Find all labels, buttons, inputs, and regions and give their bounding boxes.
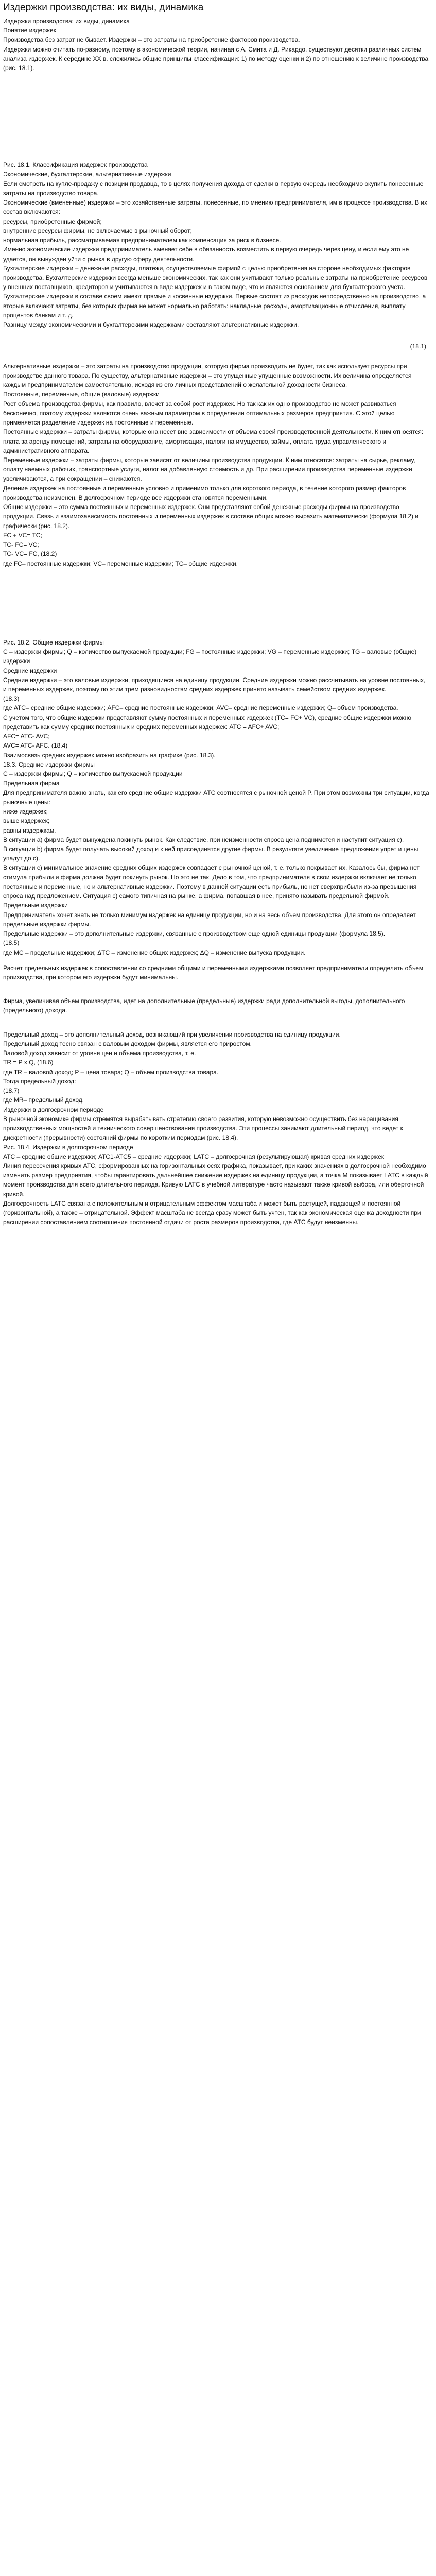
- paragraph: AVC= ATC- AFC. (18.4): [3, 742, 68, 750]
- page-title: Издержки производства: их виды, динамика: [3, 2, 204, 13]
- paragraph: TR = P x Q, (18.6): [3, 1059, 54, 1066]
- figure-space: [3, 1015, 430, 1030]
- paragraph: Валовой доход зависит от уровня цен и объема производства, т. е.: [3, 1049, 196, 1057]
- paragraph: Средние издержки: [3, 667, 57, 674]
- paragraph: В ситуации с) минимальное значение средних общих издержек совпадает с рыночной ценой, т. е. только покрывает их. Казалось бы, фирма нет стимула прибыли и фирма должна будет покинуть рынок. Но это не так. Дело в том, что предпринимателя в свои издержки включает не только постоянные и переменные, но и альтернативные издержки. Поэтому в данной ситуации есть прибыль, но нет сверхприбыли из-за превышения спроса над предложением. Ситуация с) самого типичная на рынке, а фирма, попавшая в нее, принято называть предельной фирмой.: [3, 864, 420, 900]
- paragraph: Переменные издержки – затраты фирмы, которые зависят от величины производства продукции. К ним относятся: затраты на сырье, рекламу, оплату наемных рабочих, транспортные услуги, налог на добавленную стоимость и др. При расширении производства переменные издержки увеличиваются, а при сокращении – снижаются.: [3, 456, 415, 483]
- paragraph: C – издержки фирмы; Q – количество выпускаемой продукции: [3, 770, 183, 778]
- figure-space: [3, 329, 430, 342]
- figure-space: [3, 982, 430, 996]
- paragraph: Экономические (вмененные) издержки – это хозяйственные затраты, понесенные, по мнению предпринимателя, им в процессе производства. В их состав включаются:: [3, 199, 428, 216]
- figure-space: [3, 73, 430, 160]
- paragraph: ниже издержек;: [3, 808, 48, 816]
- paragraph: Средние издержки – это валовые издержки, приходящиеся на единицу продукции. Средние издержки можно рассчитывать на уровне постоянных, и переменных издержек, поэтому по этим трем разновидностям средних издержек принято называть семейством средних издержек.: [3, 676, 426, 693]
- paragraph: Постоянные издержки – затраты фирмы, которые она несет вне зависимости от объема своей производственной деятельности. К ним относятся: плата за аренду помещений, затраты на оборудование, амортизация, налоги на имущество, займы, оплата труда управленческого и административного аппарата.: [3, 428, 424, 454]
- paragraph: Издержки в долгосрочном периоде: [3, 1106, 104, 1113]
- paragraph: Бухгалтерские издержки – денежные расходы, платежи, осуществляемые фирмой с целью приобретения на стороне необходимых факторов производства. Бухгалтерские издержки всегда меньше экономических, так как они учитывают только реальные затраты на приобретение ресурсов у внешних поставщиков, кредиторов и учитываются в виде издержек и в таком виде, что и являются основанием для бухгалтерского учета.: [3, 264, 428, 291]
- paragraph: В рыночной экономике фирмы стремятся вырабатывать стратегию своего развития, которую невозможно осуществить без наращивания производственных мощностей и технического совершенствования производства. Эти процессы занимают длительный период, что ведет к дискретности (прерывности) состояний фирмы по коротким периодам (рис. 18.4).: [3, 1115, 403, 1142]
- paragraph: ресурсы, приобретенные фирмой;: [3, 217, 102, 225]
- document-body: [3, 0, 430, 1227]
- figure-space: [3, 351, 430, 362]
- paragraph: С учетом того, что общие издержки представляют сумму постоянных и переменных издержек (ТС= FC+ VC), средние общие издержки можно представить как сумму средних постоянных и средних переменных издержек: ATC = AFC+ AVC;: [3, 714, 412, 731]
- paragraph: Предельный доход тесно связан с валовым доходом фирмы, является его приростом.: [3, 1040, 252, 1047]
- paragraph: Общие издержки – это сумма постоянных и переменных издержек. Они представляют собой денежные расходы фирмы на производство продукции. Связь и взаимозависимость постоянных и переменных издержек в составе общих можно выразить математически (формула 18.2) и графически (рис. 18.2).: [3, 503, 419, 530]
- paragraph: Линия пересечения кривых ATC, сформированных на горизонтальных осях графика, показывает, при каких значениях в долгосрочной необходимо изменить размер предприятия, чтобы гарантировать дальнейшее снижение издержек на единицу продукции, а точка М показывает LATC в каждый момент производства для всего длительного периода. Кривую LATC в учебной литературе часто называют также кривой выбора, или оберточной кривой.: [3, 1162, 428, 1198]
- paragraph: выше издержек;: [3, 817, 50, 825]
- paragraph: равны издержкам.: [3, 826, 56, 834]
- figure-space: [3, 957, 430, 963]
- paragraph: Рис. 18.2. Общие издержки фирмы: [3, 638, 104, 646]
- paragraph: В ситуации а) фирма будет вынуждена покинуть рынок. Как следствие, при неизменности спроса цена поднимется и наступит ситуация с).: [3, 836, 404, 843]
- paragraph: Предельный доход – это дополнительный доход, возникающий при увеличении производства на единицу продукции.: [3, 1030, 341, 1038]
- paragraph: (18.1): [410, 343, 426, 350]
- paragraph: Экономические, бухгалтерские, альтернативные издержки: [3, 171, 171, 178]
- paragraph: Бухгалтерские издержки в составе своем имеют прямые и косвенные издержки. Первые состоят из расходов непосредственно на производство, а вторые включают затраты, без которых фирма не может нормально работать: накладные расходы, амортизационные отчисления, выплату процентов банкам и т. д.: [3, 293, 426, 319]
- paragraph: Именно экономические издержки предприниматель вменяет себе в обязанность возместить в первую очередь через цену, и если ему это не удается, он вынужден уйти с рынка в другую сферу деятельности.: [3, 246, 409, 263]
- paragraph: Предельные издержки: [3, 902, 68, 909]
- paragraph: Рис. 18.1. Классификация издержек производства: [3, 161, 148, 169]
- paragraph: внутренние ресурсы фирмы, не включаемые в рыночный оборот;: [3, 227, 192, 234]
- paragraph: Предельная фирма: [3, 779, 60, 787]
- paragraph: C – издержки фирмы; Q – количество выпускаемой продукции; FG – постоянные издержки; VG – переменные издержки; TG – валовые (общие) издержки: [3, 648, 417, 665]
- paragraph: Для предпринимателя важно знать, как его средние общие издержки ATC соотносятся с рыночной ценой Р. При этом возможны три ситуации, когда рыночные цены:: [3, 789, 429, 806]
- paragraph: Рис. 18.4. Издержки в долгосрочном периоде: [3, 1143, 133, 1151]
- paragraph: TC- FC= VC;: [3, 541, 39, 549]
- paragraph: AFC= ATC- AVC;: [3, 733, 50, 740]
- paragraph: Фирма, увеличивая объем производства, идет на дополнительные (предельные) издержки ради дополнительной выгоды, дополнительного (предельного) дохода.: [3, 997, 405, 1014]
- paragraph: Расчет предельных издержек в сопоставлении со средними общими и переменными издержками позволяет предприниматели определить объем производства, при котором его издержки будут минимальны.: [3, 964, 424, 981]
- paragraph: где ATC– средние общие издержки; AFC– средние постоянные издержки; AVC– средние переменные издержки; Q– объем производства.: [3, 704, 398, 712]
- paragraph: FC + VC= TC;: [3, 531, 42, 539]
- paragraph: Производства без затрат не бывает. Издержки – это затраты на приобретение факторов производства.: [3, 36, 300, 44]
- paragraph: В ситуации b) фирма будет получать высокий доход и к ней присоединятся другие фирмы. В результате увеличение предложения упрет и цены упадут до с).: [3, 845, 418, 862]
- paragraph: где TR – валовой доход; P – цена товара; Q – объем производства товара.: [3, 1068, 219, 1076]
- paragraph: (18.5): [3, 939, 20, 947]
- paragraph: Издержки можно считать по-разному, поэтому в экономической теории, начиная с А. Смита и Д. Рикардо, существуют десятки различных систем анализа издержек. К середине XX в. сложились общие принципы классификации: 1) по методу оценки и 2) по отношению к величине производства (рис. 18.1).: [3, 45, 429, 72]
- paragraph: Тогда предельный доход:: [3, 1077, 76, 1085]
- paragraph: Долгосрочность LATC связана с положительным и отрицательным эффектом масштаба и может быть растущей, падающей и постоянной (горизонтальной), а также – отрицательной. Эффект масштаба не всегда сразу может быть учтен, так как экономическая оценка доходности при расширении сопоставлением соотношения постоянной отдачи от роста размеров производства, где ATC будут неизменны.: [3, 1199, 421, 1226]
- paragraph: Разницу между экономическими и бухгалтерскими издержками составляют альтернативные издержки.: [3, 321, 299, 329]
- paragraph: (18.3): [3, 695, 20, 703]
- paragraph: 18.3. Средние издержки фирмы: [3, 760, 95, 768]
- paragraph: Издержки производства: их виды, динамика: [3, 17, 130, 25]
- paragraph: Предельные издержки – это дополнительные издержки, связанные с производством еще одной единицы продукции (формула 18.5).: [3, 930, 386, 938]
- paragraph: Рост объема производства фирмы, как правило, влечет за собой рост издержек. Но так как их одно производство не может развиваться бесконечно, поэтому издержки являются очень важным параметром в определении оптимальных размеров предприятия. С этой целью применяется разделение издержек на постоянные и переменные.: [3, 400, 396, 427]
- paragraph: (18.7): [3, 1087, 20, 1095]
- paragraph: Предприниматель хочет знать не только минимум издержек на единицу продукции, но и на весь объем производства. Для этого он определяет предельные издержки фирмы.: [3, 911, 416, 928]
- paragraph: Альтернативные издержки – это затраты на производство продукции, которую фирма производить не будет, так как использует ресурсы при производстве данного товара. По существу, альтернативные издержки – это упущенные упущенные возможности. Их величина определяется каждым предпринимателем самостоятельно, исходя из его личных представлений о желательной доходности бизнеса.: [3, 362, 412, 389]
- paragraph: Деление издержек на постоянные и переменные условно и применимо только для короткого периода, в течение которого размер факторов производства неизменен. В долгосрочном периоде все издержки становятся переменными.: [3, 484, 406, 501]
- paragraph: ATC – средние общие издержки; ATC1-ATC5 – средние издержки; LATC – долгосрочная (результирующая) кривая средних издержек: [3, 1153, 384, 1160]
- paragraph: где MC – предельные издержки; ΔTC – изменение общих издержек; ΔQ – изменение выпуска продукции.: [3, 948, 306, 956]
- paragraph: Понятие издержек: [3, 27, 56, 35]
- paragraph: Взаимосвязь средних издержек можно изобразить на графике (рис. 18.3).: [3, 751, 216, 759]
- paragraph: Постоянные, переменные, общие (валовые) издержки: [3, 391, 160, 398]
- paragraph: Если смотреть на купле-продажу с позиции продавца, то в целях получения дохода от сделки в первую очередь необходимо окупить понесенные затраты на производство товара.: [3, 180, 424, 197]
- paragraph: нормальная прибыль, рассматриваемая предпринимателем как компенсация за риск в бизнесе.: [3, 236, 281, 244]
- paragraph: TC- VC= FC, (18.2): [3, 550, 57, 558]
- article-paragraphs: [3, 16, 430, 1227]
- figure-space: [3, 568, 430, 638]
- paragraph: где MR– предельный доход.: [3, 1096, 84, 1104]
- paragraph: где FC– постоянные издержки; VC– переменные издержки; TC– общие издержки.: [3, 560, 238, 567]
